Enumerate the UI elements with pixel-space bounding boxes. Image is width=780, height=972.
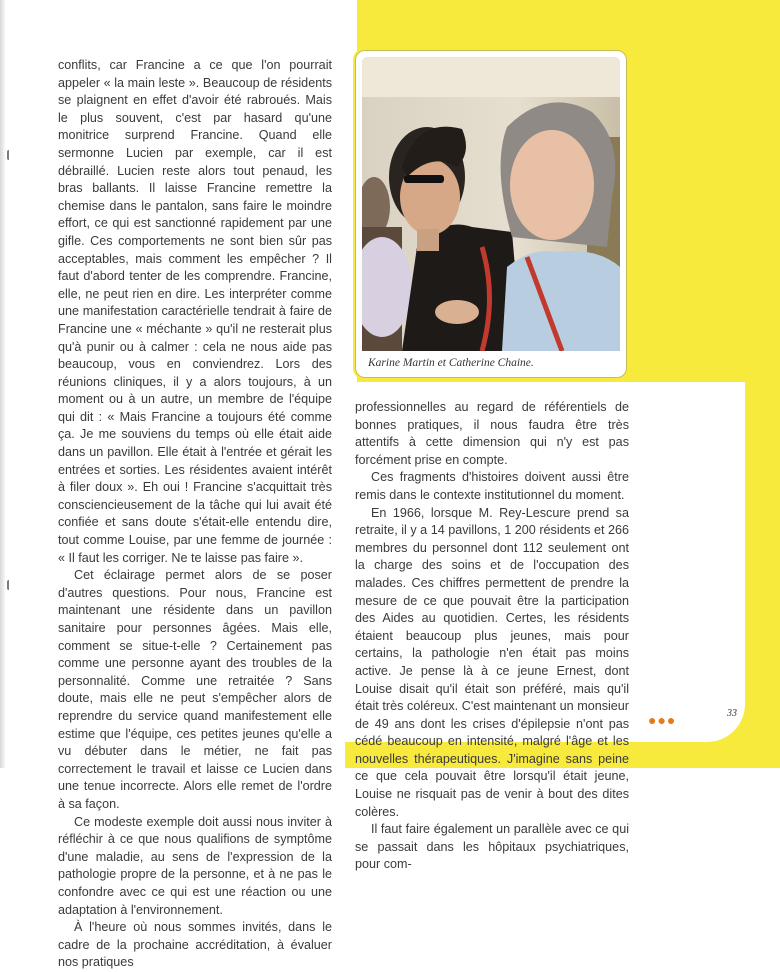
- right-text-column: [355, 399, 629, 874]
- paragraph: professionnelles au regard de référentiels de bonnes pratiques, il nous faudra être très attentifs à cette dimension qui n'y est pas forcément prise en compte.: [355, 400, 629, 467]
- decorative-dots-icon: ●●●: [648, 712, 677, 728]
- paragraph: Cet éclairage permet alors de se poser d'autres questions. Pour nous, Francine est maintenant une résidente dans un pavillon sanitaire pour personnes âgées. Mais elle, comment se situe-t-elle ? Certainement pas comme une personne ayant des troubles de la personnalité. Comme une retraitée ? Sans doute, mais elle ne peut s'empêcher alors de reprendre du service quand manifestement elle estime que l'équipe, ces petites jeunes qu'elle a vu débuter dans le métier, ne fait pas correctement le travail et laisse ce Lucien dans une tenue incorrecte. Alors elle remet de l'ordre à sa façon.: [58, 568, 332, 811]
- binding-stitch: [7, 580, 13, 590]
- paragraph: conflits, car Francine a ce que l'on pourrait appeler « la main leste ». Beaucoup de résidents se plaignent en effet d'avoir été rabroués. Mais le plus souvent, c'est par hasard qu'une monitrice surprend Francine. Quand elle sermonne Lucien par exemple, car il est débraillé. Lucien reste alors tout penaud, les bras ballants. Il laisse Francine remettre la chemise dans le pantalon, sans faire le moindre effort, ce qui est sanctionné rapidement par une gifle. Ces comportements ne sont bien sûr pas acceptables, mais comment les empêcher ? Il faut d'abord tenter de les comprendre. Francine, elle, ne peut rien en dire. Les interpréter comme une manifestation caractérielle tendrait à faire de Francine une « méchante » qu'il ne resterait plus qu'à punir ou à calmer : cela ne nous aide pas beaucoup, vous en conviendrez. Lors des réunions cliniques, il y a alors toujours, à un moment ou à un autre, un membre de l'équipe qui dit : « Mais Francine a toujours été comme ça. Je me souviens du temps où elle était aide dans un pavillon. Elle était à l'entrée et gérait les entrées et sorties. Les résidentes avaient intérêt à filer doux ». Eh oui ! Francine s'acquittait très consciencieusement de la tâche qui lui avait été confiée et sans doute s'était-elle entendu dire, tout comme Louise, par une femme de journée : « Il faut les corriger. Ne te laisse pas faire ».: [58, 58, 332, 565]
- page-number: 33: [727, 708, 737, 719]
- photo-frame: [355, 50, 627, 378]
- paragraph: À l'heure où nous sommes invités, dans le cadre de la prochaine accréditation, à évaluer nos pratiques: [58, 920, 332, 970]
- paragraph: En 1966, lorsque M. Rey-Lescure prend sa retraite, il y a 14 pavillons, 1 200 résidents et 266 membres du personnel dont 112 seulement ont la charge des soins et de l'occupation des malades. Ces chiffres permettent de prendre la mesure de ce que pouvait être la participation des Aides au quotidien. Certes, les résidents étaient beaucoup plus jeunes, mais pour certains, la pathologie n'en était pas moins active. Je pense là à ce jeune Ernest, dont Louise disait qu'il était son préféré, mais qu'il était très coléreux. C'est maintenant un monsieur de 49 ans dont les crises d'épilepsie n'ont pas cédé beaucoup en intensité, malgré l'âge et les nouvelles thérapeutiques. J'imagine sans peine ce que cela pouvait être lorsqu'il était jeune, Louise ne risquait pas de venir à bout des dites colères.: [355, 505, 629, 819]
- left-text-column: [58, 57, 332, 972]
- photo: [362, 57, 620, 351]
- photo-illustration: [362, 57, 620, 351]
- paragraph: Il faut faire également un parallèle avec ce qui se passait dans les hôpitaux psychiatriques, pour com-: [355, 822, 629, 872]
- paragraph: Ces fragments d'histoires doivent aussi être remis dans le contexte institutionnel du moment.: [355, 470, 629, 502]
- binding-stitch: [7, 150, 13, 160]
- photo-caption: Karine Martin et Catherine Chaine.: [368, 357, 534, 369]
- page-binding-shadow: [0, 0, 6, 768]
- paragraph: Ce modeste exemple doit aussi nous inviter à réfléchir à ce que nous qualifions de symptôme d'une maladie, au sens de l'expression de la pathologie propre de la personne, et à ne pas le confondre avec ce qui est une réaction ou une adaptation à l'environnement.: [58, 814, 332, 917]
